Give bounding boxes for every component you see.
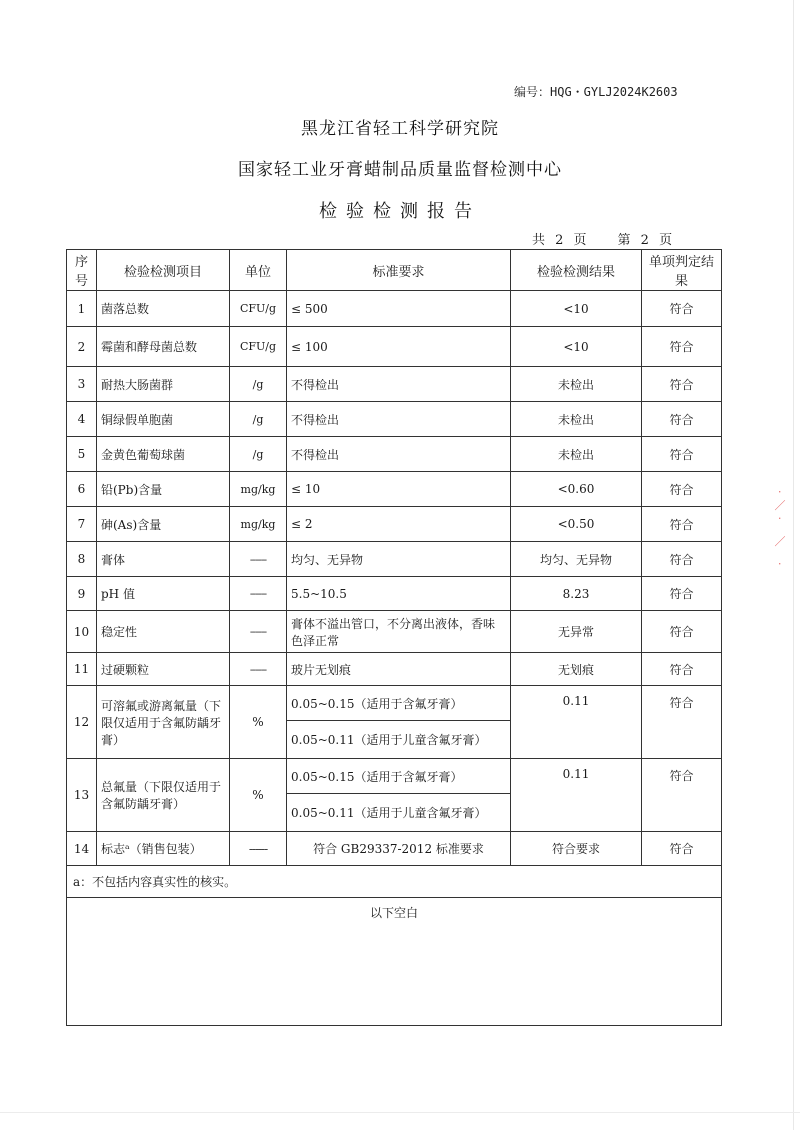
row-result: <10 (511, 327, 642, 367)
row-seq: 4 (67, 402, 97, 437)
table-row (67, 611, 722, 653)
row-standard: ≤ 500 (287, 291, 511, 327)
row-unit: CFU/g (230, 327, 287, 367)
row-result: <0.50 (511, 507, 642, 542)
table-row (67, 291, 722, 327)
table-row (67, 472, 722, 507)
row-unit: CFU/g (230, 291, 287, 327)
row13-verdict: 符合 (642, 759, 722, 832)
table-row (67, 507, 722, 542)
row-seq: 6 (67, 472, 97, 507)
row-result: 无异常 (511, 611, 642, 653)
row-result: 8.23 (511, 577, 642, 611)
row-result: 未检出 (511, 367, 642, 402)
row-standard: 不得检出 (287, 437, 511, 472)
page-bottom-edge (0, 1112, 800, 1113)
institute-title: 黑龙江省轻工科学研究院 (301, 119, 499, 139)
table-row (67, 542, 722, 577)
row-verdict: 符合 (642, 291, 722, 327)
edge-stamp-mark: ·／· ／ · (773, 490, 786, 572)
row-item: pH 值 (97, 577, 230, 611)
row12-result: 0.11 (511, 686, 642, 759)
row-standard: 膏体不溢出管口，不分离出液体，香味色泽正常 (287, 611, 511, 653)
row-item: 耐热大肠菌群 (97, 367, 230, 402)
row-standard: ≤ 2 (287, 507, 511, 542)
row-unit: mg/kg (230, 507, 287, 542)
table-header-row (67, 250, 722, 291)
table-row (67, 367, 722, 402)
row-seq: 3 (67, 367, 97, 402)
row14-seq: 14 (67, 832, 97, 866)
row-result: <0.60 (511, 472, 642, 507)
table-row (67, 437, 722, 472)
header-standard: 标准要求 (287, 250, 511, 291)
row-seq: 5 (67, 437, 97, 472)
row-standard: ≤ 100 (287, 327, 511, 367)
row-item: 膏体 (97, 542, 230, 577)
row-verdict: 符合 (642, 472, 722, 507)
row-seq: 11 (67, 653, 97, 686)
row13-unit: % (230, 759, 287, 832)
header-unit: 单位 (230, 250, 287, 291)
blank-row (67, 898, 722, 1026)
row-verdict: 符合 (642, 542, 722, 577)
row-seq: 10 (67, 611, 97, 653)
row-unit: /g (230, 437, 287, 472)
header-seq: 序号 (67, 250, 97, 291)
row-seq: 2 (67, 327, 97, 367)
row-item: 铅(Pb)含量 (97, 472, 230, 507)
row14-verdict: 符合 (642, 832, 722, 866)
row-result: 均匀、无异物 (511, 542, 642, 577)
row13-standard-b: 0.05~0.11（适用于儿童含氟牙膏） (287, 794, 511, 832)
row-standard: 不得检出 (287, 367, 511, 402)
row-unit: ------ (230, 577, 287, 611)
row12-unit: % (230, 686, 287, 759)
row-verdict: 符合 (642, 367, 722, 402)
table-row (67, 402, 722, 437)
header-result: 检验检测结果 (511, 250, 642, 291)
row14-result: 符合要求 (511, 832, 642, 866)
row13-seq: 13 (67, 759, 97, 832)
row-verdict: 符合 (642, 437, 722, 472)
row-seq: 1 (67, 291, 97, 327)
table-row (67, 327, 722, 367)
row-seq: 8 (67, 542, 97, 577)
row-verdict: 符合 (642, 507, 722, 542)
row12-verdict: 符合 (642, 686, 722, 759)
footnote: a：不包括内容真实性的核实。 (67, 866, 722, 898)
row13-standard-a: 0.05~0.15（适用于含氟牙膏） (287, 759, 511, 794)
row-verdict: 符合 (642, 611, 722, 653)
table-row (67, 653, 722, 686)
row-standard: ≤ 10 (287, 472, 511, 507)
row-unit: /g (230, 402, 287, 437)
row-item: 金黄色葡萄球菌 (97, 437, 230, 472)
row-standard: 5.5~10.5 (287, 577, 511, 611)
row-seq: 9 (67, 577, 97, 611)
row-item: 菌落总数 (97, 291, 230, 327)
row-verdict: 符合 (642, 577, 722, 611)
header-item: 检验检测项目 (97, 250, 230, 291)
row14-item: 标志ᵃ（销售包装） (97, 832, 230, 866)
row-result: 无划痕 (511, 653, 642, 686)
row-seq: 7 (67, 507, 97, 542)
page-total: 共 2 页 (532, 233, 590, 248)
table-row-12a (67, 686, 722, 721)
row-result: 未检出 (511, 402, 642, 437)
row-item: 稳定性 (97, 611, 230, 653)
blank-note: 以下空白 (67, 898, 722, 1026)
row-standard: 均匀、无异物 (287, 542, 511, 577)
table-row-14 (67, 832, 722, 866)
row12-seq: 12 (67, 686, 97, 759)
row13-result: 0.11 (511, 759, 642, 832)
table-row (67, 577, 722, 611)
row-verdict: 符合 (642, 653, 722, 686)
row-standard: 玻片无划痕 (287, 653, 511, 686)
center-title: 国家轻工业牙膏蜡制品质量监督检测中心 (238, 160, 562, 180)
row14-unit: ------ (230, 832, 287, 866)
row-unit: ------ (230, 611, 287, 653)
row-verdict: 符合 (642, 402, 722, 437)
row-item: 过硬颗粒 (97, 653, 230, 686)
row13-item: 总氟量（下限仅适用于含氟防龋牙膏） (97, 759, 230, 832)
row-unit: mg/kg (230, 472, 287, 507)
row-standard: 不得检出 (287, 402, 511, 437)
page-current: 第 2 页 (617, 233, 676, 248)
row12-item: 可溶氟或游离氟量（下限仅适用于含氟防龋牙膏） (97, 686, 230, 759)
inspection-table (66, 249, 722, 1026)
row-unit: ------ (230, 653, 287, 686)
row-unit: ------ (230, 542, 287, 577)
row12-standard-b: 0.05~0.11（适用于儿童含氟牙膏） (287, 721, 511, 759)
row12-standard-a: 0.05~0.15（适用于含氟牙膏） (287, 686, 511, 721)
row-verdict: 符合 (642, 327, 722, 367)
header-verdict: 单项判定结果 (642, 250, 722, 291)
page-count (532, 229, 675, 248)
table-body (67, 291, 722, 686)
table-row-13a (67, 759, 722, 794)
row-result: 未检出 (511, 437, 642, 472)
row-item: 霉菌和酵母菌总数 (97, 327, 230, 367)
footnote-row (67, 866, 722, 898)
row-item: 铜绿假单胞菌 (97, 402, 230, 437)
report-number: 编号：HQG・GYLJ2024K2603 (514, 85, 678, 99)
report-title: 检验检测报告 (319, 201, 481, 222)
row-unit: /g (230, 367, 287, 402)
row-result: <10 (511, 291, 642, 327)
row14-standard: 符合 GB29337-2012 标准要求 (287, 832, 511, 866)
row-item: 砷(As)含量 (97, 507, 230, 542)
